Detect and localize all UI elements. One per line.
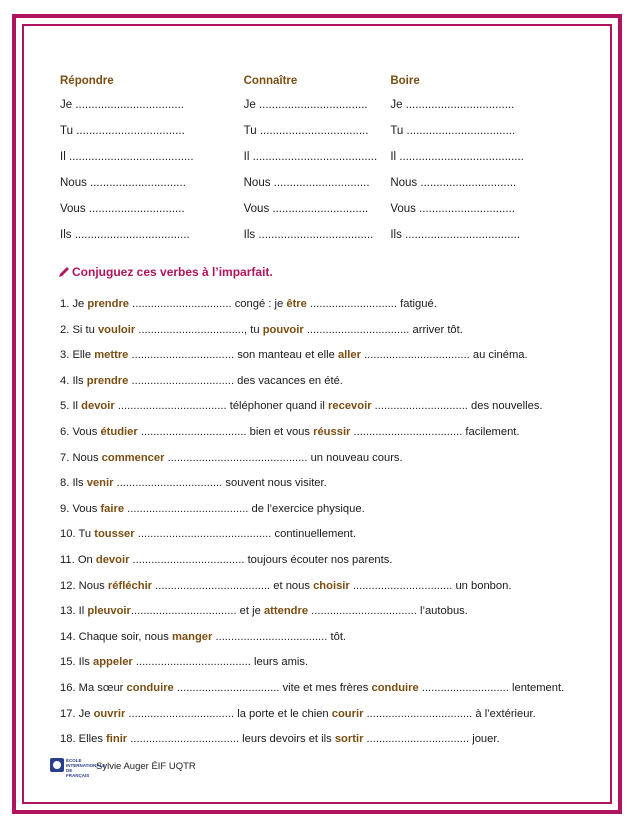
exercise-text: 18. Elles bbox=[60, 733, 107, 746]
exercise-text: ................................... téléphoner quand il bbox=[114, 400, 329, 413]
conjugation-row bbox=[60, 144, 560, 170]
exercise-text: ................................. jouer. bbox=[363, 733, 500, 746]
school-logo bbox=[50, 757, 106, 778]
exercise-text: 13. Il bbox=[60, 605, 88, 618]
exercise-item bbox=[60, 343, 600, 369]
exercise-item bbox=[60, 727, 600, 753]
exercise-text: ................................... leurs devoirs et ils bbox=[127, 733, 335, 746]
exercise-verb: faire bbox=[100, 502, 125, 515]
exercise-verb: être bbox=[286, 298, 307, 310]
conjugation-cell: Ils .................................... bbox=[60, 229, 190, 241]
exercise-text: ............................ lentement. bbox=[418, 681, 565, 694]
conjugation-row bbox=[60, 222, 560, 248]
exercise-verb: devoir bbox=[95, 553, 130, 566]
section-title-text: Conjuguez ces verbes à l’imparfait. bbox=[72, 265, 273, 279]
conjugation-row bbox=[60, 196, 560, 222]
exercise-verb: pouvoir bbox=[262, 323, 304, 336]
exercise-text: 9. Vous bbox=[60, 502, 101, 515]
exercise-text: ................................. des vacances en été. bbox=[128, 374, 343, 387]
exercise-verb: attendre bbox=[263, 605, 309, 618]
exercise-item bbox=[60, 420, 600, 446]
exercise-text: ................................. vite et mes frères bbox=[173, 681, 372, 694]
exercise-item bbox=[60, 394, 600, 420]
conjugation-cell: Tu .................................. bbox=[390, 125, 516, 137]
exercise-verb: venir bbox=[86, 477, 114, 490]
exercise-text: ........................................... continuellement. bbox=[134, 528, 356, 541]
exercise-verb: sortir bbox=[334, 733, 364, 746]
exercise-verb: appeler bbox=[92, 656, 133, 669]
exercise-verb: mettre bbox=[94, 349, 129, 362]
exercise-text: .................................. l’autobus. bbox=[308, 605, 468, 618]
exercise-item bbox=[60, 650, 600, 676]
conjugation-cell: Je .................................. bbox=[243, 99, 368, 111]
exercise-text: 8. Ils bbox=[60, 477, 87, 490]
exercise-item bbox=[60, 497, 600, 523]
exercise-verb: finir bbox=[106, 733, 128, 746]
conjugation-cell: Nous .............................. bbox=[390, 177, 517, 189]
conjugation-cell: Tu .................................. bbox=[243, 125, 369, 137]
conjugation-cell: Vous .............................. bbox=[390, 203, 515, 215]
exercise-item bbox=[60, 292, 600, 318]
pencil-icon bbox=[58, 266, 70, 278]
conjugation-row bbox=[60, 118, 560, 144]
conjugation-row bbox=[60, 92, 560, 118]
conjugation-cell: Il ....................................... bbox=[60, 151, 194, 163]
exercise-text: 2. Si tu bbox=[60, 323, 98, 336]
exercise-text: ..................................... leurs amis. bbox=[132, 656, 309, 669]
exercise-verb: ouvrir bbox=[93, 707, 126, 720]
exercise-text: 5. Il bbox=[60, 400, 82, 413]
exercise-text: ................................. son manteau et elle bbox=[128, 349, 338, 362]
exercise-item bbox=[60, 471, 600, 497]
logo-icon bbox=[50, 758, 64, 772]
exercise-text: 15. Ils bbox=[60, 656, 93, 669]
exercise-text: 17. Je bbox=[60, 707, 94, 720]
exercise-text: 10. Tu bbox=[60, 528, 95, 541]
footer-author: Sylvie Auger ÉIF UQTR bbox=[96, 760, 196, 772]
exercise-text: .................................., tu bbox=[135, 323, 263, 336]
exercise-verb: conduire bbox=[126, 681, 174, 694]
exercise-text: 12. Nous bbox=[60, 579, 108, 592]
exercise-verb: devoir bbox=[81, 400, 115, 413]
exercise-text: .................................. souvent nous visiter. bbox=[113, 477, 327, 490]
conjugation-table bbox=[60, 70, 560, 248]
exercise-text: 14. Chaque soir, nous bbox=[60, 630, 172, 643]
exercise-text: ..................................... et nous bbox=[152, 579, 314, 592]
exercise-text: ................................ congé : je bbox=[129, 298, 287, 310]
exercise-text: .................................. au cinéma. bbox=[360, 349, 528, 362]
exercise-verb: recevoir bbox=[328, 400, 372, 413]
exercise-text: 1. Je bbox=[60, 298, 88, 310]
exercise-item bbox=[60, 574, 600, 600]
header-verb-3: Boire bbox=[390, 75, 420, 87]
conjugation-cell: Vous .............................. bbox=[243, 203, 369, 215]
conjugation-row bbox=[60, 170, 560, 196]
exercise-verb: tousser bbox=[94, 528, 135, 541]
exercise-item bbox=[60, 548, 600, 574]
exercise-item bbox=[60, 676, 600, 702]
exercise-text: ............................................. un nouveau cours. bbox=[164, 451, 403, 464]
exercise-text: .............................. des nouvelles. bbox=[371, 400, 543, 413]
exercise-verb: commencer bbox=[101, 451, 165, 464]
conjugation-cell: Ils .................................... bbox=[390, 229, 521, 241]
exercise-text: 7. Nous bbox=[60, 451, 102, 464]
header-verb-2: Connaître bbox=[243, 75, 298, 87]
conjugation-cell: Ils .................................... bbox=[243, 229, 374, 241]
exercise-text: ................................... facilement. bbox=[350, 425, 520, 438]
exercise-text: ....................................... de l’exercice physique. bbox=[124, 502, 365, 515]
conjugation-table-header bbox=[60, 70, 560, 92]
exercise-text: .................................... tôt. bbox=[212, 630, 347, 643]
exercise-text: ............................ fatigué. bbox=[306, 298, 437, 310]
conjugation-cell: Il ....................................... bbox=[243, 151, 378, 163]
exercise-text: 4. Ils bbox=[60, 374, 87, 387]
exercise-text: .................................. et je bbox=[130, 605, 264, 618]
exercise-text: .................................. bien et vous bbox=[137, 425, 314, 438]
exercise-verb: courir bbox=[331, 707, 364, 720]
exercise-verb: réfléchir bbox=[107, 579, 153, 592]
exercise-verb: prendre bbox=[86, 374, 129, 387]
logo-text: ÉCOLE INTERNATIONALE DE FRANÇAIS bbox=[66, 758, 106, 778]
exercise-verb: aller bbox=[337, 349, 361, 362]
exercise-text: .................................. à l’extérieur. bbox=[363, 707, 536, 720]
exercise-text: .................................... toujours écouter nos parents. bbox=[129, 553, 393, 566]
exercise-text: 11. On bbox=[60, 553, 96, 566]
exercise-text: 3. Elle bbox=[60, 349, 95, 362]
conjugation-cell: Je .................................. bbox=[60, 99, 184, 111]
exercise-item bbox=[60, 522, 600, 548]
conjugation-cell: Nous .............................. bbox=[60, 177, 186, 189]
exercise-item bbox=[60, 318, 600, 344]
exercise-verb: conduire bbox=[371, 681, 419, 694]
exercise-text: 16. Ma sœur bbox=[60, 681, 127, 694]
conjugation-cell: Tu .................................. bbox=[60, 125, 185, 137]
exercise-verb: vouloir bbox=[97, 323, 136, 336]
exercise-verb: réussir bbox=[313, 425, 351, 438]
exercise-verb: manger bbox=[171, 630, 213, 643]
exercise-text: 6. Vous bbox=[60, 425, 101, 438]
conjugation-cell: Vous .............................. bbox=[60, 203, 185, 215]
exercise-text: .................................. la porte et le chien bbox=[125, 707, 332, 720]
exercise-verb: étudier bbox=[100, 425, 138, 438]
header-verb-1: Répondre bbox=[60, 75, 114, 87]
exercise-verb: choisir bbox=[313, 579, 350, 592]
exercise-verb: prendre bbox=[87, 298, 130, 310]
exercise-list bbox=[60, 292, 600, 753]
section-title bbox=[58, 265, 273, 279]
conjugation-cell: Il ....................................... bbox=[390, 151, 524, 163]
exercise-text: ................................ un bonbon. bbox=[349, 579, 512, 592]
conjugation-cell: Nous .............................. bbox=[243, 177, 370, 189]
exercise-item bbox=[60, 702, 600, 728]
exercise-text: ................................. arriver tôt. bbox=[303, 323, 463, 336]
conjugation-cell: Je .................................. bbox=[390, 99, 515, 111]
exercise-item bbox=[60, 625, 600, 651]
footer bbox=[50, 757, 196, 778]
exercise-item bbox=[60, 369, 600, 395]
exercise-verb: pleuvoir bbox=[87, 605, 131, 618]
exercise-item bbox=[60, 446, 600, 472]
exercise-item bbox=[60, 599, 600, 625]
